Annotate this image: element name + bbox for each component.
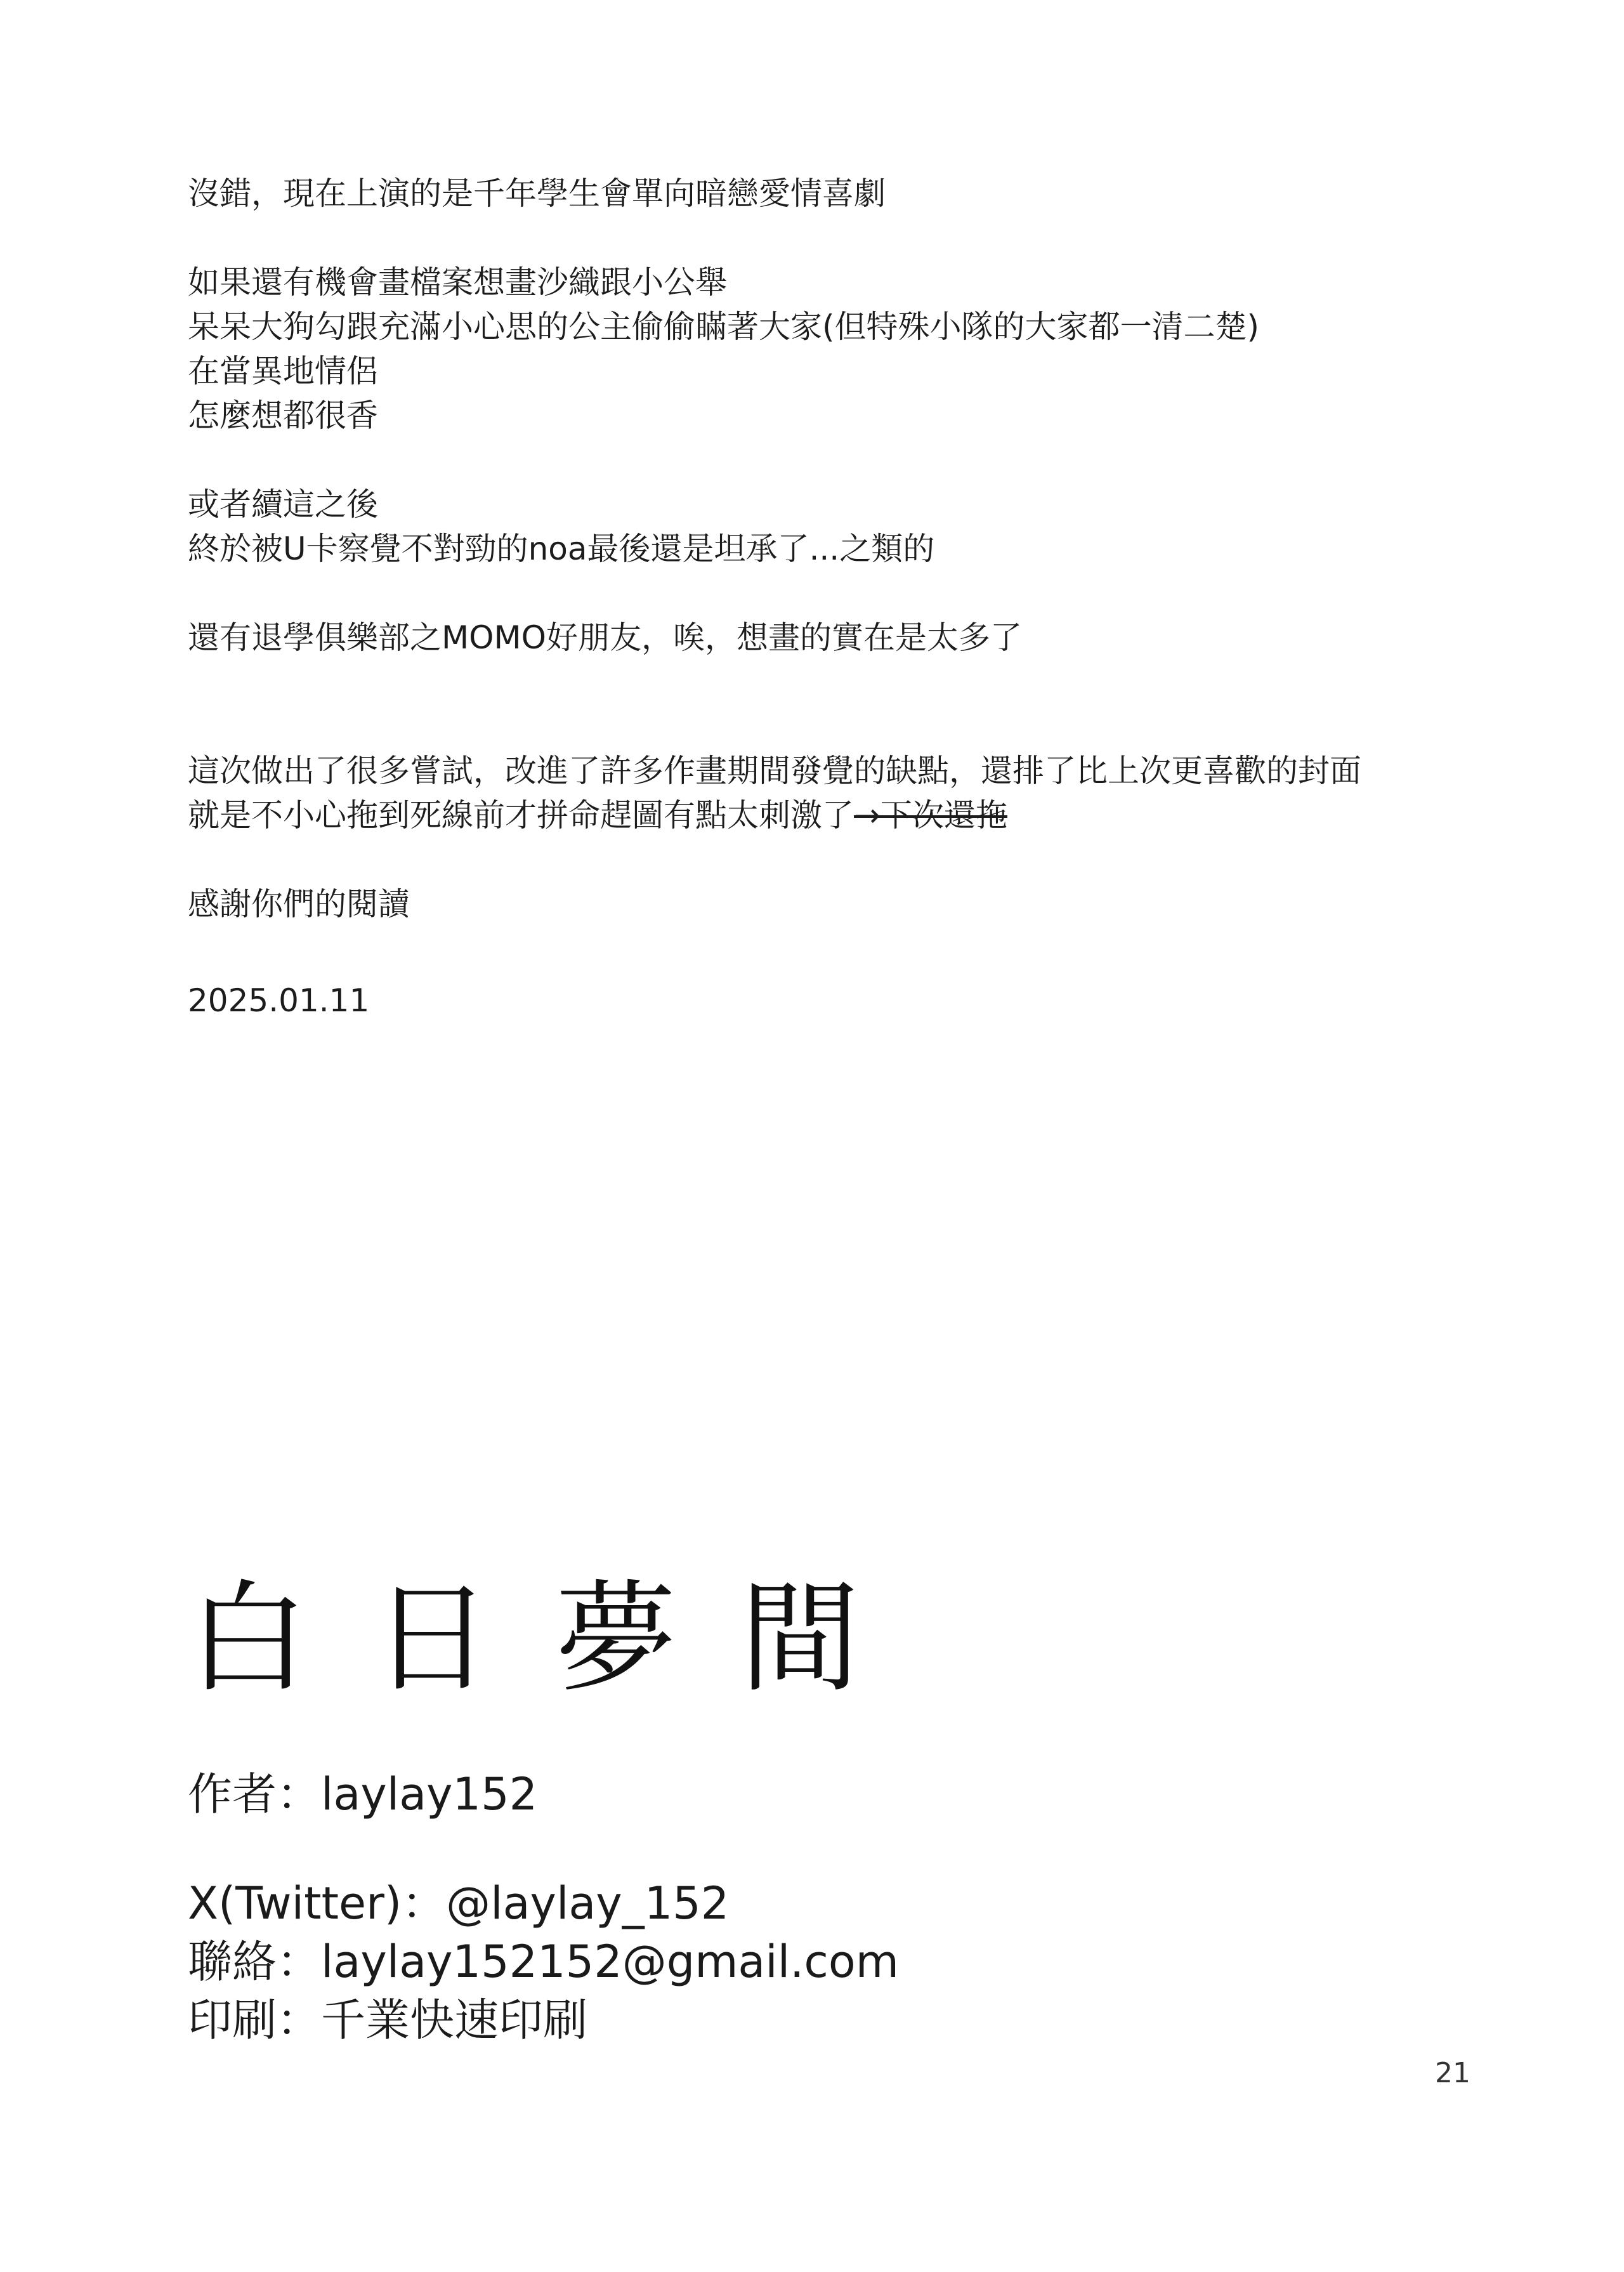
paragraph-gap bbox=[188, 571, 1520, 615]
contact-line: 聯絡：laylay152152@gmail.com bbox=[188, 1936, 899, 1988]
date-text: 2025.01.11 bbox=[188, 982, 370, 1019]
paragraph-line: 在當異地情侶 bbox=[188, 353, 378, 390]
paragraph-line: 呆呆大狗勾跟充滿小心思的公主偷偷瞞著大家(但特殊小隊的大家都一清二楚) bbox=[188, 308, 1260, 345]
printer-line: 印刷：千業快速印刷 bbox=[188, 1994, 587, 2046]
paragraph-gap bbox=[188, 216, 1520, 260]
paragraph-text: 就是不小心拖到死線前才拼命趕圖有點太刺激了 bbox=[188, 797, 854, 834]
paragraph-line: 感謝你們的閱讀 bbox=[188, 886, 410, 923]
paragraph-line: 沒錯，現在上演的是千年學生會單向暗戀愛情喜劇 bbox=[188, 175, 886, 212]
paragraph-gap bbox=[188, 660, 1520, 749]
author-line: 作者：laylay152 bbox=[188, 1768, 538, 1820]
strikethrough-text: →下次還拖 bbox=[854, 797, 1007, 834]
paragraph-line: 這次做出了很多嘗試，改進了許多作畫期間發覺的缺點，還排了比上次更喜歡的封面 bbox=[188, 752, 1361, 789]
afterword-body bbox=[188, 171, 1520, 926]
credits-block bbox=[188, 1765, 899, 2049]
paragraph-line: 如果還有機會畫檔案想畫沙織跟小公舉 bbox=[188, 264, 727, 301]
paragraph-line: 或者續這之後 bbox=[188, 486, 378, 523]
paragraph-line: 怎麼想都很香 bbox=[188, 397, 378, 434]
twitter-line: X(Twitter)：@laylay_152 bbox=[188, 1877, 730, 1929]
paragraph-gap bbox=[188, 438, 1520, 482]
paragraph-line bbox=[188, 793, 1520, 837]
credits-gap bbox=[188, 1823, 899, 1874]
paragraph-line: 還有退學俱樂部之MOMO好朋友，唉，想畫的實在是太多了 bbox=[188, 619, 1022, 656]
paragraph-line: 終於被U卡察覺不對勁的noa最後還是坦承了...之類的 bbox=[188, 530, 935, 567]
paragraph-gap bbox=[188, 837, 1520, 882]
page-number: 21 bbox=[1435, 2057, 1470, 2089]
book-title: 白日夢間 bbox=[188, 1568, 924, 1709]
